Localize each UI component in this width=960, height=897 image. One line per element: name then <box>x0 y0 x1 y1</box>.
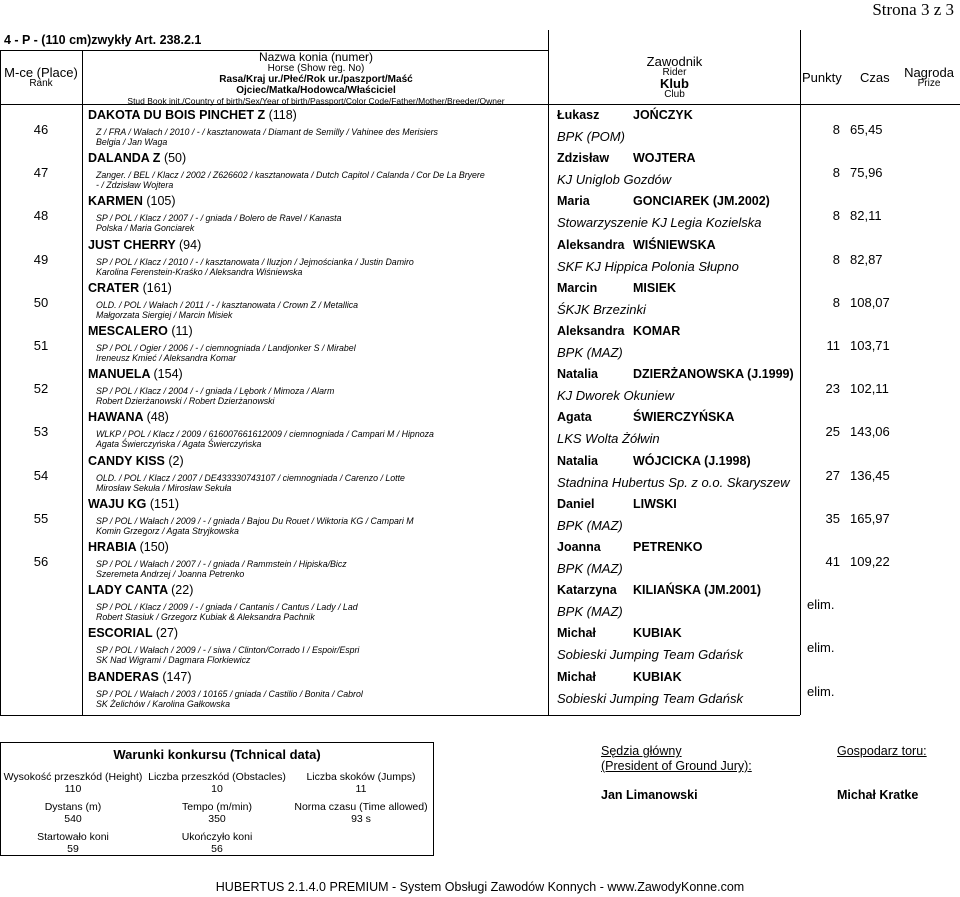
horse-details-line2: - / Zdzisław Wojtera <box>96 180 174 191</box>
header-horse-sub2: Rasa/Kraj ur./Płeć/Rok ur./paszport/Maść <box>219 74 413 85</box>
obstacles-cell <box>145 771 289 795</box>
result-horse <box>88 454 184 468</box>
result-place: 48 <box>33 208 49 224</box>
result-rider <box>557 410 734 424</box>
horse-details-line2: Mirosław Sekuła / Mirosław Sekuła <box>96 482 232 493</box>
obstacles-value: 10 <box>211 783 223 795</box>
horse-name: WAJU KG <box>88 496 147 511</box>
height-cell <box>1 771 145 795</box>
class-title: 4 - P - (110 cm)zwykły Art. 238.2.1 <box>4 33 202 47</box>
started-cell <box>1 831 145 855</box>
result-time: 82,11 <box>850 208 882 224</box>
header-horse-label: Nazwa konia (numer) <box>258 50 374 64</box>
rider-first-name: Natalia <box>557 453 598 468</box>
rider-last-name: GONCIAREK (JM.2002) <box>633 194 770 209</box>
jumps-cell <box>289 771 433 795</box>
result-place: 56 <box>33 554 49 569</box>
rider-first-name: Michał <box>557 626 596 641</box>
judge-label-line1: Sędzia główny <box>601 744 682 758</box>
header-rider-sub: Rider <box>662 67 687 78</box>
header-place-label: M-ce (Place) <box>4 65 78 80</box>
rider-first-name: Agata <box>557 410 592 425</box>
finished-cell <box>145 831 289 855</box>
place-column-border <box>82 50 83 715</box>
horse-details-line2: SK Żelichów / Karolina Gałkowska <box>96 698 230 709</box>
horse-details-line2: SK Nad Wigrami / Dagmara Florkiewicz <box>96 655 251 666</box>
result-place: 46 <box>33 122 49 137</box>
rider-last-name: MISIEK <box>633 280 677 295</box>
header-place-sub: Rank <box>29 78 53 89</box>
result-club: SKF KJ Hippica Polonia Słupno <box>557 258 739 274</box>
horse-name: MANUELA <box>88 367 151 382</box>
rider-last-name: WOJTERA <box>633 151 696 166</box>
height-label: Wysokość przeszkód (Height) <box>3 771 143 783</box>
horse-details-line1: SP / POL / Wałach / 2003 / 10165 / gniada / Castilio / Bonita / Cabrol <box>96 688 363 699</box>
rider-last-name: JOŃCZYK <box>633 108 693 122</box>
result-horse <box>88 410 169 424</box>
horse-name: BANDERAS <box>88 669 159 684</box>
horse-number: (2) <box>168 453 184 468</box>
horse-details-line2: Robert Stasiuk / Grzegorz Kubiak & Aleksandra Pachnik <box>96 612 315 623</box>
started-label: Startowało koni <box>37 831 109 843</box>
horse-number: (154) <box>153 367 183 382</box>
horse-number: (118) <box>268 108 297 122</box>
horse-details-line1: OLD. / POL / Klacz / 2007 / DE433330743107 / ciemnogniada / Carenzo / Lotte <box>96 472 405 483</box>
horse-details-line1: SP / POL / Klacz / 2009 / - / gniada / Cantanis / Cantus / Lady / Lad <box>96 602 358 613</box>
result-club: BPK (POM) <box>557 129 625 144</box>
horse-details-line1: OLD. / POL / Wałach / 2011 / - / kasztanowata / Crown Z / Metallica <box>96 299 359 310</box>
horse-details-line1: SP / POL / Klacz / 2007 / - / gniada / Bolero de Ravel / Kanasta <box>96 213 342 224</box>
result-points: 8 <box>832 165 840 181</box>
horse-name: CRATER <box>88 280 140 295</box>
distance-cell <box>1 801 145 825</box>
horse-details-line1: Zanger. / BEL / Klacz / 2002 / Z626602 / kasztanowata / Dutch Capitol / Calanda / Cor De La Bryere <box>96 170 485 181</box>
result-rider <box>557 151 696 165</box>
result-horse <box>88 367 183 381</box>
header-horse-sub3: Ojciec/Matka/Hodowca/Właściciel <box>236 85 396 96</box>
result-horse <box>88 497 179 511</box>
result-place: 53 <box>33 424 49 440</box>
horse-details-line1: SP / POL / Wałach / 2009 / - / siwa / Clinton/Corrado I / Espoir/Espri <box>96 645 360 656</box>
header-time: Czas <box>860 70 890 85</box>
horse-details-line1: SP / POL / Klacz / 2004 / - / gniada / Lębork / Mimoza / Alarm <box>96 386 335 397</box>
horse-number: (94) <box>179 237 202 252</box>
result-rider <box>557 108 693 122</box>
rider-last-name: KUBIAK <box>633 669 682 684</box>
result-horse <box>88 324 193 338</box>
rider-last-name: DZIERŻANOWSKA (J.1999) <box>633 367 794 382</box>
result-horse <box>88 626 178 640</box>
horse-name: JUST CHERRY <box>88 237 176 252</box>
horse-name: DALANDA Z <box>88 151 161 166</box>
header-rider-club <box>549 56 800 100</box>
rider-first-name: Zdzisław <box>557 151 610 166</box>
distance-value: 540 <box>64 813 82 825</box>
horse-details-line1: SP / POL / Ogier / 2006 / - / ciemnogniada / Landjonker S / Mirabel <box>96 343 356 353</box>
rider-first-name: Natalia <box>557 367 598 382</box>
horse-details-line1: SP / POL / Wałach / 2007 / - / gniada / Rammstein / Hipiska/Bicz <box>96 559 347 569</box>
result-club: Stadnina Hubertus Sp. z o.o. Skaryszew <box>557 474 790 490</box>
result-points: 8 <box>832 251 840 267</box>
time-allowed-value: 93 s <box>351 813 371 825</box>
result-club: BPK (MAZ) <box>557 345 623 360</box>
conditions-title: Warunki konkursu (Tchnical data) <box>113 747 321 762</box>
header-prize-sub: Prize <box>917 78 941 89</box>
result-points: 11 <box>826 338 840 353</box>
header-horse <box>84 52 548 107</box>
host-label: Gospodarz toru: <box>837 744 927 758</box>
result-points: elim. <box>807 683 835 699</box>
time-allowed-cell <box>289 801 433 825</box>
result-points: 8 <box>832 122 840 137</box>
horse-number: (48) <box>146 410 169 425</box>
result-club: Sobieski Jumping Team Gdańsk <box>557 647 743 663</box>
header-rider-label: Zawodnik <box>646 54 703 69</box>
result-rider <box>557 194 770 208</box>
result-club: ŚKJK Brzezinki <box>557 301 646 317</box>
table-bottom-line <box>0 715 800 716</box>
host-name: Michał Kratke <box>837 788 919 802</box>
horse-details-line1: WLKP / POL / Klacz / 2009 / 616007661612009 / ciemnogniada / Campari M / Hipnoza <box>96 429 434 440</box>
result-rider <box>557 367 794 381</box>
horse-number: (161) <box>142 280 172 295</box>
horse-number: (11) <box>171 324 193 338</box>
rider-first-name: Daniel <box>557 496 595 511</box>
rider-first-name: Michał <box>557 669 596 684</box>
result-points: 27 <box>825 467 840 483</box>
horse-details-line1: Z / FRA / Wałach / 2010 / - / kasztanowata / Diamant de Semilly / Vahinee des Merisiers <box>96 127 438 137</box>
horse-details-line2: Ireneusz Kmieć / Aleksandra Komar <box>96 353 236 363</box>
rider-first-name: Maria <box>557 194 590 209</box>
height-value: 110 <box>64 783 82 795</box>
result-place: 50 <box>33 294 49 310</box>
horse-number: (27) <box>155 626 179 641</box>
horse-details-line2: Komin Grzegorz / Agata Stryjkowska <box>96 525 239 536</box>
rider-first-name: Marcin <box>557 280 598 295</box>
horse-number: (151) <box>149 496 180 511</box>
horse-number: (22) <box>171 583 194 598</box>
horse-details-line1: SP / POL / Klacz / 2010 / - / kasztanowata / Iluzjon / Jejmościanka / Justin Damiro <box>96 256 414 267</box>
rider-last-name: KOMAR <box>633 324 681 338</box>
result-place: 51 <box>33 338 49 353</box>
obstacles-label: Liczba przeszkód (Obstacles) <box>148 771 286 783</box>
result-horse <box>88 151 186 165</box>
result-rider <box>557 670 682 684</box>
page-number: Strona 3 z 3 <box>872 0 954 19</box>
judge-label-line2: (President of Ground Jury): <box>601 759 752 773</box>
horse-details-line2: Karolina Ferenstein-Kraśko / Aleksandra Wiśniewska <box>96 266 303 277</box>
horse-details-line2: Agata Świerczyńska / Agata Świerczyńska <box>96 439 262 450</box>
horse-details-line1: SP / POL / Wałach / 2009 / - / gniada / Bajou Du Rouet / Wiktoria KG / Campari M <box>96 515 414 526</box>
result-points: 35 <box>825 510 840 526</box>
result-horse <box>88 238 201 252</box>
rider-last-name: WIŚNIEWSKA <box>633 237 716 252</box>
result-time: 102,11 <box>850 381 889 397</box>
finished-label: Ukończyło koni <box>181 831 253 843</box>
horse-name: LADY CANTA <box>88 583 168 598</box>
result-place: 55 <box>33 510 49 526</box>
result-time: 75,96 <box>850 165 883 181</box>
horse-number: (105) <box>146 194 176 209</box>
result-club: BPK (MAZ) <box>557 561 623 576</box>
rider-first-name: Łukasz <box>557 108 600 122</box>
horse-column-border <box>548 30 549 715</box>
result-rider <box>557 281 676 295</box>
result-club: LKS Wolta Żółwin <box>557 431 660 447</box>
result-horse <box>88 540 169 554</box>
result-points: elim. <box>807 597 835 613</box>
header-prize-label: Nagroda <box>904 65 954 80</box>
result-rider <box>557 497 677 511</box>
horse-name: MESCALERO <box>88 324 168 338</box>
result-horse <box>88 583 193 597</box>
horse-name: CANDY KISS <box>88 453 165 468</box>
horse-details-line2: Robert Dzierżanowski / Robert Dzierżanowski <box>96 396 275 407</box>
software-footer: HUBERTUS 2.1.4.0 PREMIUM - System Obsługi Zawodów Konnych - www.ZawodyKonne.com <box>215 880 745 894</box>
result-club: BPK (MAZ) <box>557 517 623 533</box>
rider-first-name: Aleksandra <box>557 237 625 252</box>
horse-name: ESCORIAL <box>88 626 153 641</box>
judge-label <box>601 744 752 774</box>
result-horse <box>88 670 192 684</box>
rider-last-name: ŚWIERCZYŃSKA <box>633 410 735 425</box>
rider-first-name: Joanna <box>557 540 601 554</box>
header-prize <box>898 67 960 89</box>
result-rider <box>557 583 761 597</box>
result-rider <box>557 626 682 640</box>
jumps-label: Liczba skoków (Jumps) <box>306 771 416 783</box>
rider-last-name: KUBIAK <box>633 626 682 641</box>
result-rider <box>557 540 702 554</box>
rider-last-name: LIWSKI <box>633 496 677 511</box>
horse-name: HRABIA <box>88 540 137 554</box>
horse-name: DAKOTA DU BOIS PINCHET Z <box>88 108 266 122</box>
result-horse <box>88 108 297 122</box>
horse-name: HAWANA <box>88 410 144 425</box>
horse-number: (147) <box>162 669 192 684</box>
rider-last-name: WÓJCICKA (J.1998) <box>633 453 751 468</box>
result-points: 8 <box>832 208 840 224</box>
result-time: 65,45 <box>850 122 883 137</box>
result-points: 8 <box>832 294 840 310</box>
jumps-value: 11 <box>355 783 367 795</box>
horse-details-line2: Polska / Maria Gonciarek <box>96 223 195 234</box>
result-horse <box>88 281 172 295</box>
result-club: BPK (MAZ) <box>557 604 623 620</box>
result-place: 52 <box>33 381 49 397</box>
result-club: KJ Uniglob Gozdów <box>557 172 672 188</box>
horse-details-line2: Małgorzata Siergiej / Marcin Misiek <box>96 309 233 320</box>
result-time: 82,87 <box>850 251 883 267</box>
started-value: 59 <box>67 843 79 855</box>
result-time: 165,97 <box>850 510 890 526</box>
header-horse-sub1: Horse (Show reg. No) <box>267 63 365 74</box>
rider-last-name: PETRENKO <box>633 540 703 554</box>
result-rider <box>557 238 716 252</box>
result-points: 25 <box>825 424 840 440</box>
result-points: 23 <box>825 381 840 397</box>
result-time: 103,71 <box>850 338 890 353</box>
result-time: 136,45 <box>850 467 890 483</box>
result-time: 108,07 <box>850 294 890 310</box>
distance-label: Dystans (m) <box>44 801 102 813</box>
horse-details-line2: Szeremeta Andrzej / Joanna Petrenko <box>96 569 245 579</box>
result-points: elim. <box>807 640 835 656</box>
header-place <box>0 67 82 89</box>
result-points: 41 <box>825 554 840 569</box>
result-time: 143,06 <box>850 424 890 440</box>
result-place: 54 <box>33 467 49 483</box>
horse-number: (50) <box>163 151 187 166</box>
result-club: Sobieski Jumping Team Gdańsk <box>557 690 743 706</box>
rider-first-name: Aleksandra <box>557 324 625 338</box>
header-club-sub: Club <box>664 89 685 100</box>
header-club-label: Klub <box>660 76 689 91</box>
result-club: Stowarzyszenie KJ Legia Kozielska <box>557 215 762 231</box>
rider-first-name: Katarzyna <box>557 583 617 598</box>
conditions-box <box>0 742 434 856</box>
result-time: 109,22 <box>850 554 890 569</box>
tempo-value: 350 <box>208 813 226 825</box>
horse-name: KARMEN <box>88 194 143 209</box>
result-horse <box>88 194 176 208</box>
judge-name: Jan Limanowski <box>601 788 698 802</box>
header-points: Punkty <box>802 70 842 85</box>
finished-value: 56 <box>211 843 223 855</box>
rider-last-name: KILIAŃSKA (JM.2001) <box>633 583 762 598</box>
header-horse-sub4: Stud Book init./Country of birth/Sex/Year of birth/Passport/Color Code/Father/Mother/Breeder/Owner <box>127 96 505 106</box>
horse-number: (150) <box>139 540 169 554</box>
result-rider <box>557 324 680 338</box>
result-club: KJ Dworek Okuniew <box>557 388 675 404</box>
result-place: 47 <box>33 165 49 181</box>
result-rider <box>557 454 751 468</box>
time-allowed-label: Norma czasu (Time allowed) <box>294 801 428 813</box>
horse-details-line2: Belgia / Jan Waga <box>96 137 168 147</box>
result-place: 49 <box>33 251 49 267</box>
tempo-cell <box>145 801 289 825</box>
tempo-label: Tempo (m/min) <box>181 801 252 813</box>
